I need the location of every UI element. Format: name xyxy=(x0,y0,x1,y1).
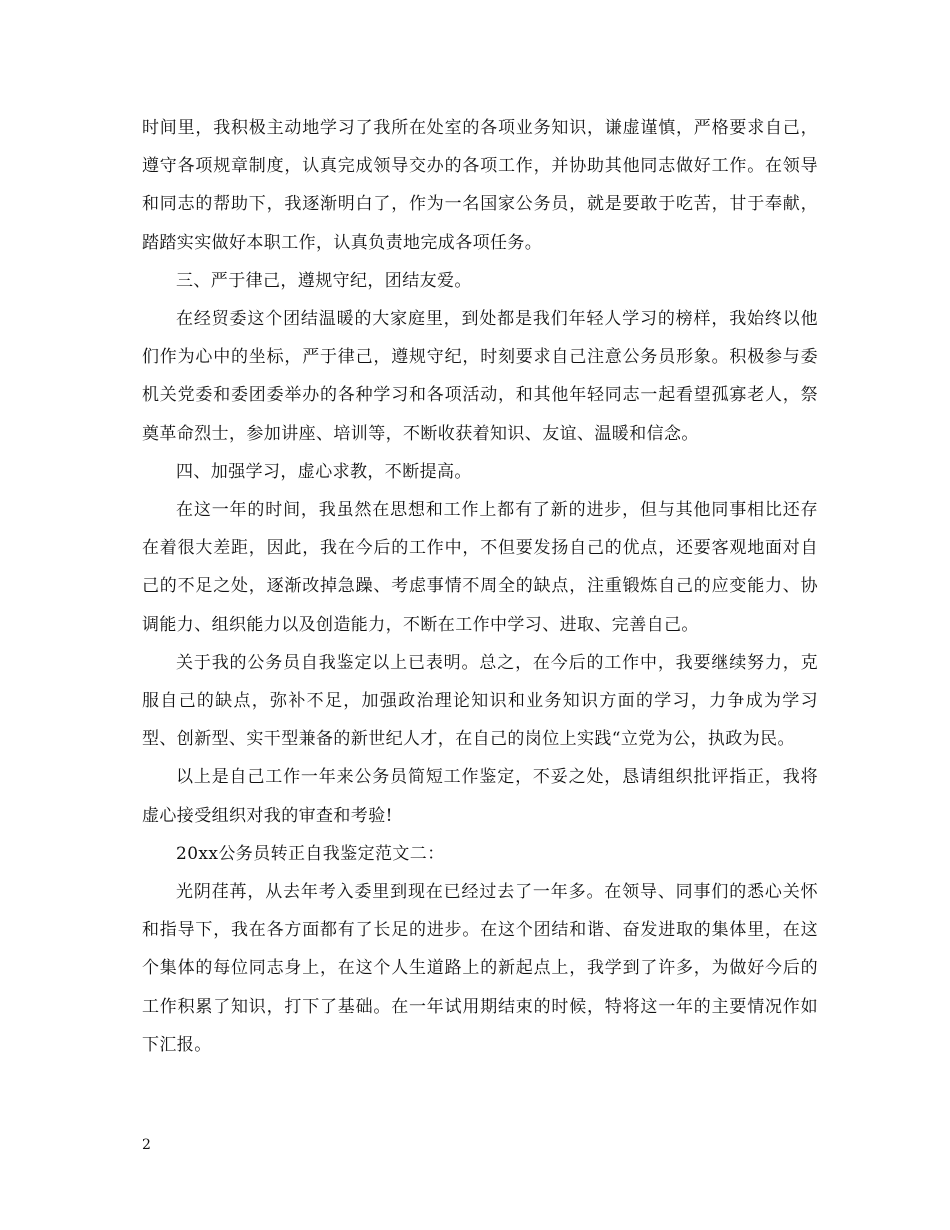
document-body xyxy=(142,109,818,1064)
section-heading-three: 三、严于律己，遵规守纪，团结友爱。 xyxy=(176,270,472,291)
paragraph: 光阴荏苒，从去年考入委里到现在已经过去了一年多。在领导、同事们的悉心关怀和指导下，我在各方面都有了长足的进步。在这个团结和谐、奋发进取的集体里，在这个集体的每位同志身上，在这个人生道路上的新起点上，我学到了许多，为做好今后的工作积累了知识，打下了基础。在一年试用期结束的时候，特将这一年的主要情况作如下汇报。 xyxy=(142,882,818,1055)
paragraph-continuation: 时间里，我积极主动地学习了我所在处室的各项业务知识，谦虚谨慎，严格要求自己，遵守各项规章制度，认真完成领导交办的各项工作，并协助其他同志做好工作。在领导和同志的帮助下，我逐渐明白了，作为一名国家公务员，就是要敢于吃苦，甘于奉献，踏踏实实做好本职工作，认真负责地完成各项任务。 xyxy=(142,118,818,253)
paragraph: 在经贸委这个团结温暖的大家庭里，到处都是我们年轻人学习的榜样，我始终以他们作为心中的坐标，严于律己，遵规守纪，时刻要求自己注意公务员形象。积极参与委机关党委和委团委举办的各种学习和各项活动，和其他年轻同志一起看望孤寡老人，祭奠革命烈士，参加讲座、培训等，不断收获着知识、友谊、温暖和信念。 xyxy=(142,309,818,444)
sample-heading: 20xx公务员转正自我鉴定范文二： xyxy=(176,843,445,864)
page-number: 2 xyxy=(142,1137,151,1153)
section-heading-four: 四、加强学习，虚心求教，不断提高。 xyxy=(176,461,472,482)
paragraph: 以上是自己工作一年来公务员简短工作鉴定，不妥之处，恳请组织批评指正，我将虚心接受组织对我的审查和考验! xyxy=(142,767,818,826)
paragraph: 在这一年的时间，我虽然在思想和工作上都有了新的进步，但与其他同事相比还存在着很大差距，因此，我在今后的工作中，不但要发扬自己的优点，还要客观地面对自己的不足之处，逐渐改掉急躁、考虑事情不周全的缺点，注重锻炼自己的应变能力、协调能力、组织能力以及创造能力，不断在工作中学习、进取、完善自己。 xyxy=(142,500,818,635)
paragraph: 关于我的公务员自我鉴定以上已表明。总之，在今后的工作中，我要继续努力，克服自己的缺点，弥补不足，加强政治理论知识和业务知识方面的学习，力争成为学习型、创新型、实干型兼备的新世纪人才，在自己的岗位上实践“立党为公，执政为民。 xyxy=(142,652,818,750)
